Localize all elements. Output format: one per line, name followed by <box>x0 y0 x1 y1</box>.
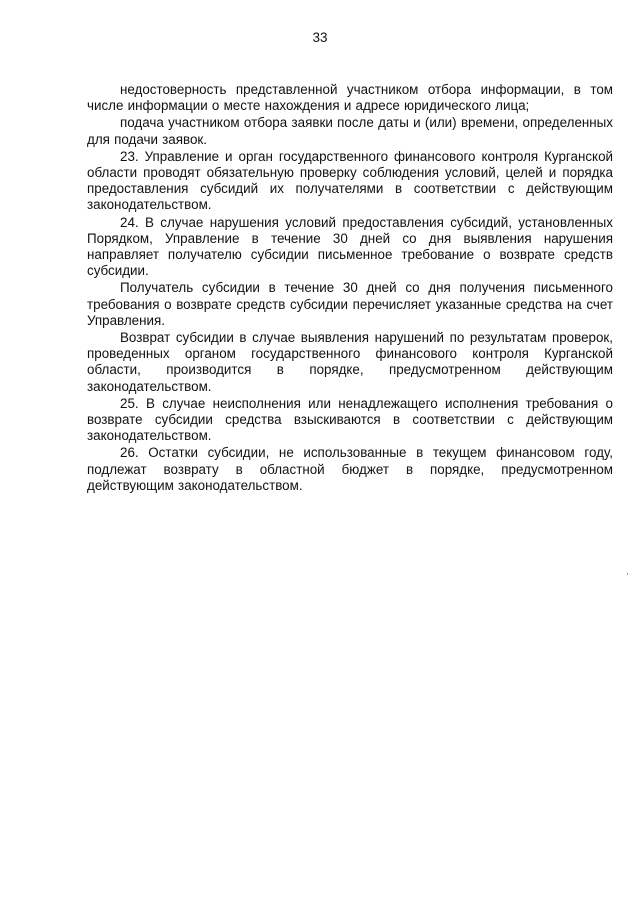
paragraph-clause-24: 24. В случае нарушения условий предоставления субсидий, установленных Порядком, Управление в течение 30 дней со дня выявления нарушения направляет получателю субсидии письменное требование о возврате средств субсидии. <box>87 214 613 279</box>
paragraph-clause-26: 26. Остатки субсидии, не использованные в текущем финансовом году, подлежат возврату в областной бюджет в порядке, предусмотренном действующим законодательством. <box>87 445 613 493</box>
page-number: 33 <box>312 30 328 45</box>
paragraph-recipient-return: Получатель субсидии в течение 30 дней со дня получения письменного требования о возврате средств субсидии перечисляет указанные средства на счет Управления. <box>87 280 613 328</box>
scan-speck <box>627 573 628 575</box>
paragraph-return-on-violation: Возврат субсидии в случае выявления нарушений по результатам проверок, проведенных органом государственного финансового контроля Курганской области, производится в порядке, предусмотренном действующим законодательством. <box>87 330 613 394</box>
document-body <box>87 82 613 494</box>
paragraph-clause-25: 25. В случае неисполнения или ненадлежащего исполнения требования о возврате субсидии средства взыскиваются в соответствии с действующим законодательством. <box>87 395 613 444</box>
paragraph-late-application: подача участником отбора заявки после даты и (или) времени, определенных для подачи заявок. <box>87 115 613 147</box>
paragraph-clause-23: 23. Управление и орган государственного финансового контроля Курганской области проводят обязательную проверку соблюдения условий, целей и порядка предоставления субсидий их получателями в соответствии с действующим законодательством. <box>87 148 613 213</box>
paragraph-unreliable-information: недостоверность представленной участником отбора информации, в том числе информации о месте нахождения и адресе юридического лица; <box>87 82 613 114</box>
